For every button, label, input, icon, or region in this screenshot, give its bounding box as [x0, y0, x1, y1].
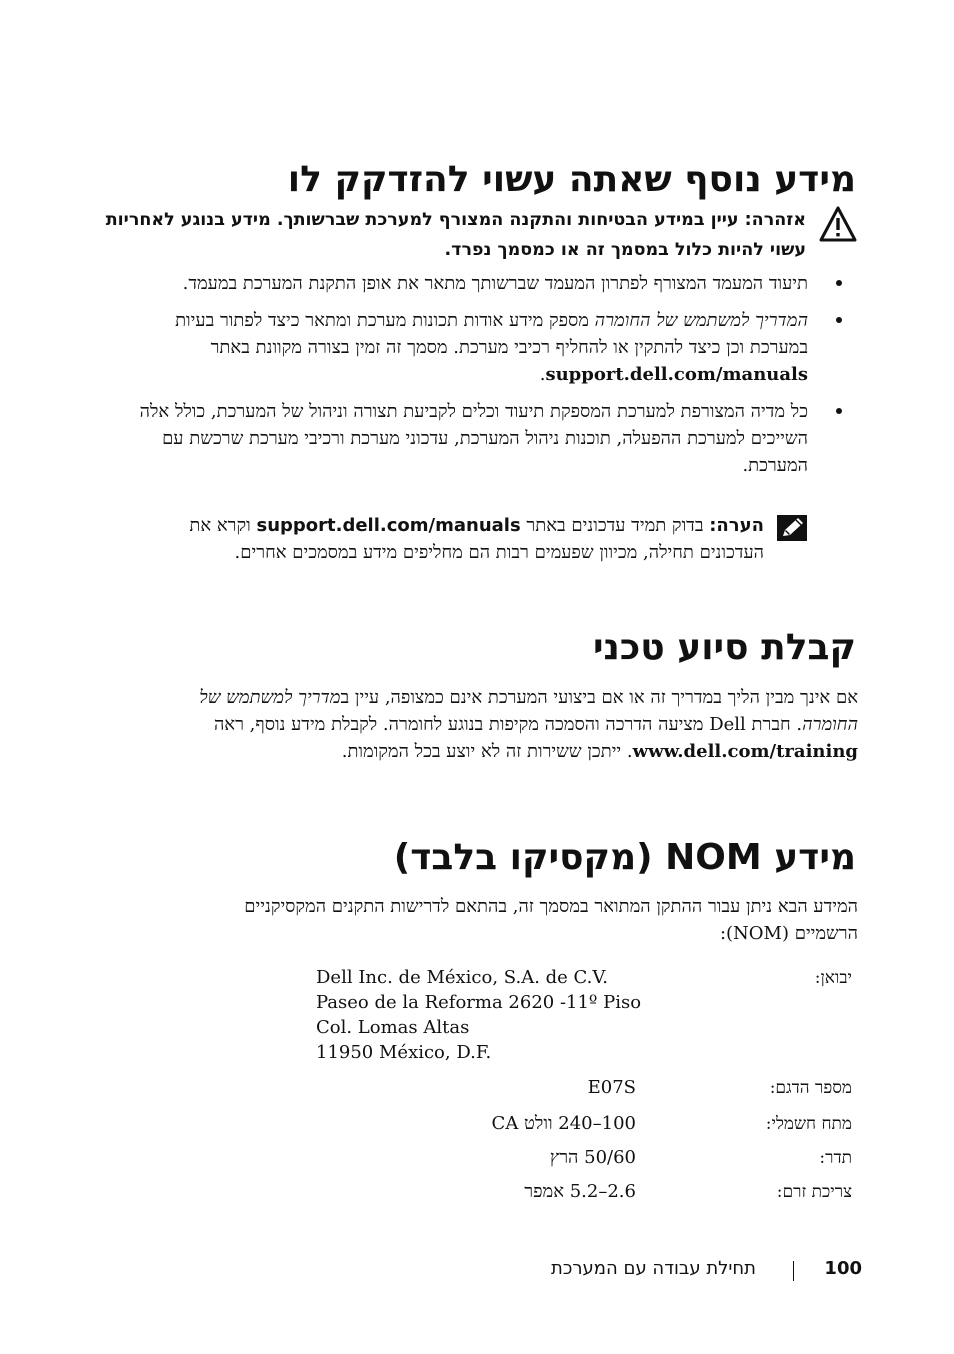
list-item: המדריך למשתמש של החומרה מספק מידע אודות תכונות מערכת ומתאר כיצד לפתור בעיות במערכת וכן כיצד להתקין או להחליף רכיבי מערכת. מסמך זה זמין בצורה מקוונת באתר support.dell.com/manuals.: [138, 307, 858, 388]
list-item: כל מדיה המצורפת למערכת המספקת תיעוד וכלים לקביעת תצורה וניהול של המערכת, כולל אלה השייכים למערכת ההפעלה, תוכנות ניהול המערכת, עדכוני מערכת ורכיבי מערכת שרכשת עם המערכת.: [138, 398, 858, 479]
voltage-label: מתח חשמלי:: [765, 1114, 852, 1134]
warning-text: [98, 205, 806, 265]
footer-divider: [793, 1261, 794, 1281]
manuals-link[interactable]: support.dell.com/manuals: [545, 364, 808, 385]
page-number: 100: [824, 1258, 862, 1279]
warning-body: עיין במידע הבטיחות והתקנה המצורף למערכת שברשותך. מידע בנוגע לאחריות עשוי להיות כלול במסמך זה או כמסמך נפרד.: [105, 210, 806, 260]
frequency-label: תדר:: [819, 1148, 852, 1168]
voltage-row: [332, 1111, 852, 1145]
chapter-title: תחילת עבודה עם המערכת: [551, 1258, 756, 1279]
frequency-row: [332, 1145, 852, 1179]
frequency-value: 50/60 הרץ: [549, 1147, 636, 1168]
list-item: תיעוד המעמד המצורף לפתרון המעמד שברשותך מתאר את אופן התקנת המערכת במעמד.: [138, 270, 858, 297]
section-title-nom: מידע NOM (מקסיקו בלבד): [393, 837, 856, 878]
current-label: צריכת זרם:: [776, 1182, 852, 1202]
bullet-icon: [836, 280, 842, 286]
warning-label: אזהרה:: [744, 210, 806, 230]
model-value: E07S: [587, 1077, 636, 1098]
documentation-list: [138, 270, 858, 489]
importer-address: Dell Inc. de México, S.A. de C.V. Paseo de la Reforma 2620 -11º Piso Col. Lomas Altas 11950 México, D.F.: [316, 967, 642, 1063]
note-pencil-icon: [776, 514, 808, 542]
model-label: מספר הדגם:: [769, 1078, 852, 1098]
note-label: הערה:: [709, 515, 764, 536]
importer-label: יבואן:: [814, 968, 852, 988]
nom-info-table: [316, 965, 852, 1213]
section-title-tech-support: קבלת סיוע טכני: [592, 627, 856, 668]
hardware-manual-title: המדריך למשתמש של החומרה: [594, 310, 808, 331]
training-link[interactable]: www.dell.com/training: [632, 741, 858, 762]
importer-row: [316, 965, 852, 1075]
voltage-value: 100–240 וולט CA: [491, 1113, 636, 1134]
section-title-more-info: מידע נוסף שאתה עשוי להזדקק לו: [287, 159, 856, 200]
note-block: [138, 512, 808, 566]
note-text: הערה: בדוק תמיד עדכונים באתר support.dell.com/manuals וקרא את העדכונים תחילה, מכיוון שפעמים רבות הם מחליפים מידע במסמכים אחרים.: [189, 515, 764, 563]
model-row: [332, 1075, 852, 1111]
hardware-manual-title: מדריך למשתמש של החומרה: [199, 687, 858, 735]
tech-support-text: אם אינך מבין הליך במדריך זה או אם ביצועי המערכת אינם כמצופה, עיין במדריך למשתמש של החומרה. חברת Dell מציעה הדרכה והסמכה מקיפות בנוגע לחומרה. לקבלת מידע נוסף, ראה www.dell.com/training. ייתכן ששירות זה לא יוצע בכל המקומות.: [199, 687, 858, 762]
warning-block: [98, 205, 858, 265]
current-value: 2.6–5.2 אמפר: [524, 1181, 636, 1202]
page-footer: [102, 1258, 862, 1286]
manuals-link[interactable]: support.dell.com/manuals: [256, 515, 521, 536]
nom-intro: המידע הבא ניתן עבור ההתקן המתואר במסמך זה, בהתאם לדרישות התקנים המקסיקניים הרשמיים (NOM):: [244, 896, 858, 944]
bullet-icon: [836, 317, 842, 323]
bullet-icon: [836, 408, 842, 414]
warning-triangle-icon: [818, 205, 858, 243]
current-row: [332, 1179, 852, 1213]
